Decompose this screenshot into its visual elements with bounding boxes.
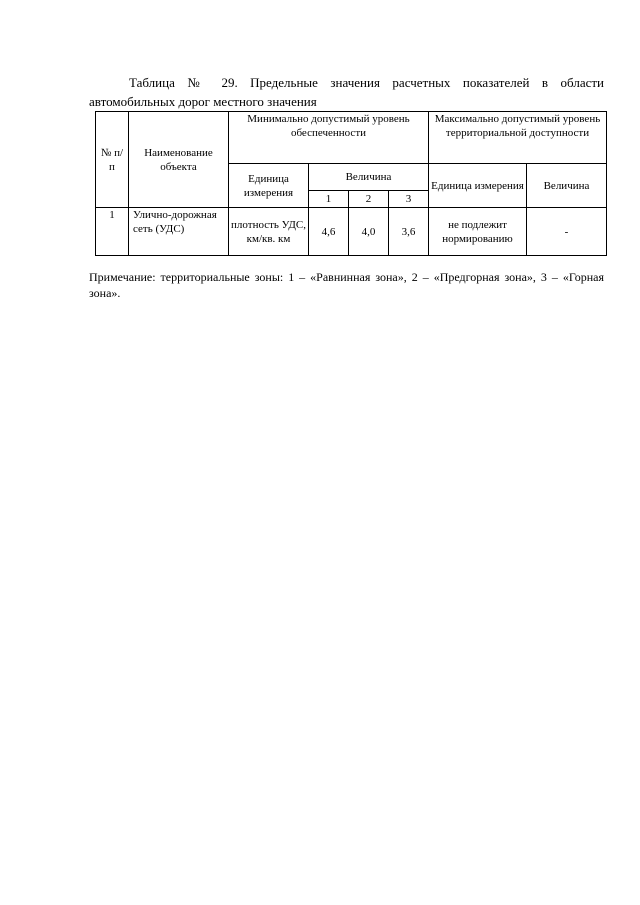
row-unit-min: плотность УДС, км/кв. км (229, 208, 309, 256)
row-name: Улично-дорожная сеть (УДС) (129, 208, 229, 256)
table-caption: Таблица № 29. Предельные значения расчетных показателей в области автомобильных дорог местного значения (89, 75, 604, 109)
header-unit-min: Единица измерения (229, 164, 309, 208)
table-row (96, 208, 607, 256)
row-value-zone-2: 4,0 (349, 208, 389, 256)
header-min-group: Минимально допустимый уровень обеспеченности (229, 112, 429, 164)
header-num: № п/п (96, 112, 129, 208)
row-num: 1 (96, 208, 129, 256)
row-value-zone-1: 4,6 (309, 208, 349, 256)
row-unit-max: не подлежит нормированию (429, 208, 527, 256)
header-zone-1: 1 (309, 191, 349, 208)
header-row-1 (96, 112, 607, 164)
table-note: Примечание: территориальные зоны: 1 – «Равнинная зона», 2 – «Предгорная зона», 3 – «Горная зона». (89, 270, 604, 300)
limits-table (95, 111, 607, 256)
header-zone-2: 2 (349, 191, 389, 208)
header-value-min: Величина (309, 164, 429, 191)
header-max-group: Максимально допустимый уровень территориальной доступности (429, 112, 607, 164)
header-value-max: Величина (527, 164, 607, 208)
header-unit-max: Единица измерения (429, 164, 527, 208)
row-value-zone-3: 3,6 (389, 208, 429, 256)
header-zone-3: 3 (389, 191, 429, 208)
header-name: Наименование объекта (129, 112, 229, 208)
row-value-max: - (527, 208, 607, 256)
